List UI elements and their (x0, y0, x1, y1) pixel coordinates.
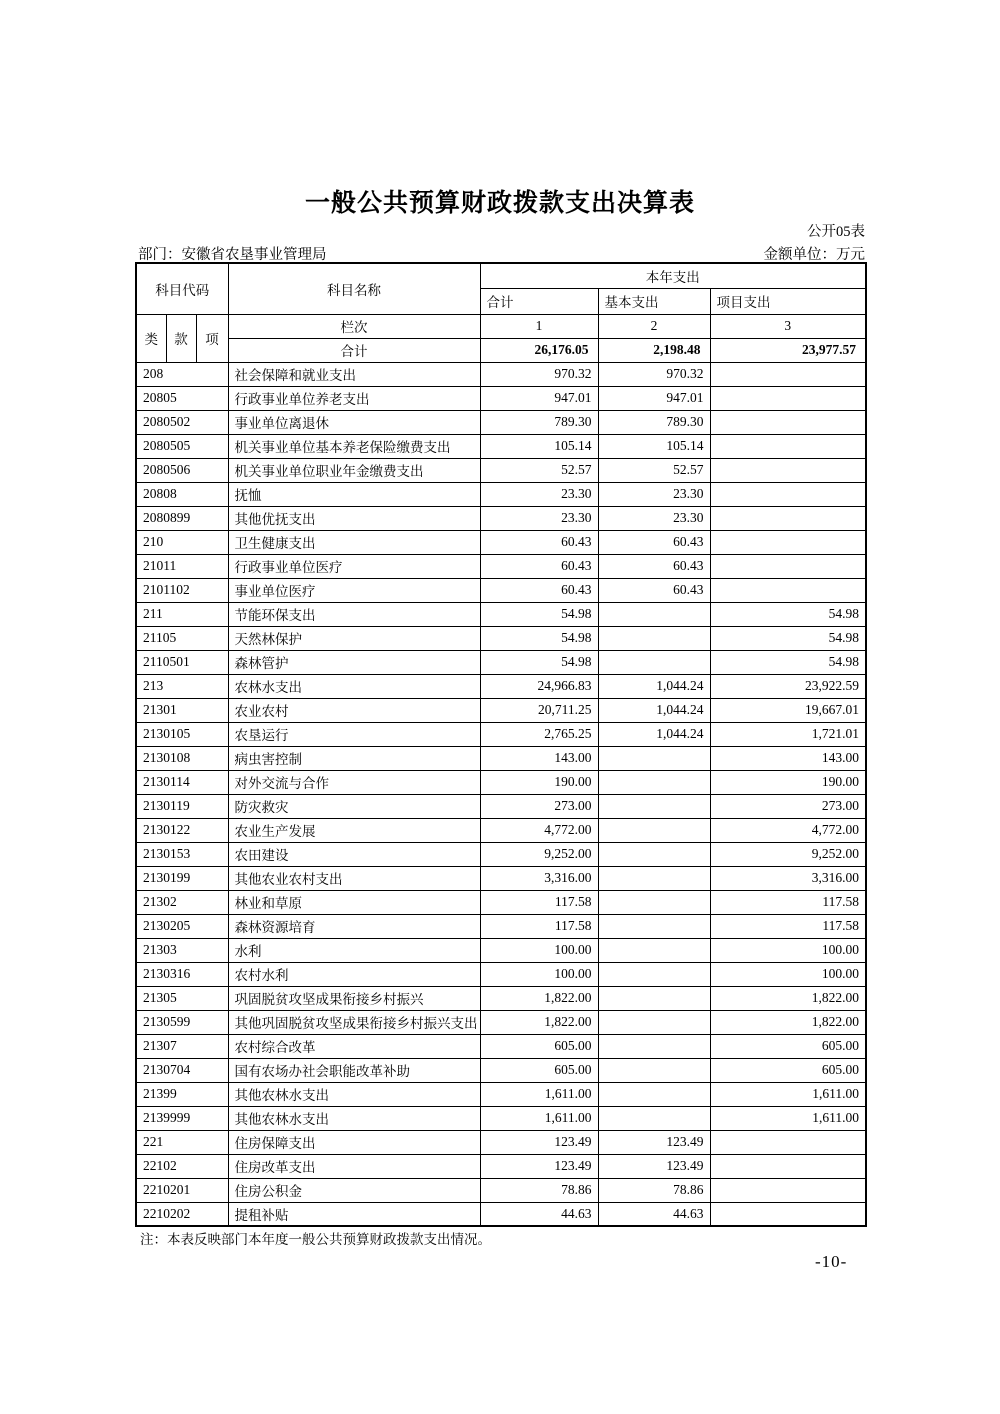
row-project: 1,822.00 (710, 986, 866, 1010)
table-row (136, 1130, 866, 1154)
col-total-header: 合计 (480, 288, 598, 314)
row-total: 9,252.00 (480, 842, 598, 866)
row-total: 54.98 (480, 626, 598, 650)
row-project (710, 1202, 866, 1226)
row-project: 1,721.01 (710, 722, 866, 746)
row-code: 2130105 (136, 722, 228, 746)
row-project (710, 578, 866, 602)
row-code: 21305 (136, 986, 228, 1010)
row-name: 住房公积金 (228, 1178, 480, 1202)
row-basic: 1,044.24 (598, 698, 710, 722)
row-basic: 1,044.24 (598, 722, 710, 746)
row-code: 2130122 (136, 818, 228, 842)
table-row (136, 386, 866, 410)
row-code: 21105 (136, 626, 228, 650)
table-row (136, 1178, 866, 1202)
row-basic: 947.01 (598, 386, 710, 410)
table-row (136, 938, 866, 962)
table-row (136, 434, 866, 458)
row-code: 2130114 (136, 770, 228, 794)
row-code: 2080899 (136, 506, 228, 530)
row-name: 抚恤 (228, 482, 480, 506)
row-name: 林业和草原 (228, 890, 480, 914)
row-project: 605.00 (710, 1034, 866, 1058)
footnote: 注：本表反映部门本年度一般公共预算财政拨款支出情况。 (140, 1232, 491, 1247)
row-code: 208 (136, 362, 228, 386)
row-name: 住房保障支出 (228, 1130, 480, 1154)
table-row (136, 866, 866, 890)
subject-code-header: 科目代码 (136, 263, 228, 314)
row-total: 1,822.00 (480, 1010, 598, 1034)
row-project: 1,611.00 (710, 1106, 866, 1130)
row-basic: 970.32 (598, 362, 710, 386)
row-basic: 23.30 (598, 482, 710, 506)
row-total: 117.58 (480, 890, 598, 914)
row-total: 44.63 (480, 1202, 598, 1226)
row-total: 4,772.00 (480, 818, 598, 842)
row-basic (598, 962, 710, 986)
row-total: 3,316.00 (480, 866, 598, 890)
row-project (710, 554, 866, 578)
row-code: 2139999 (136, 1106, 228, 1130)
row-total: 947.01 (480, 386, 598, 410)
row-project: 190.00 (710, 770, 866, 794)
row-project (710, 362, 866, 386)
row-name: 机关事业单位基本养老保险缴费支出 (228, 434, 480, 458)
row-code: 20805 (136, 386, 228, 410)
row-basic (598, 794, 710, 818)
row-total: 60.43 (480, 554, 598, 578)
row-code: 2080505 (136, 434, 228, 458)
row-name: 巩固脱贫攻坚成果衔接乡村振兴 (228, 986, 480, 1010)
row-project (710, 1178, 866, 1202)
row-total: 60.43 (480, 578, 598, 602)
budget-table (135, 262, 867, 1227)
row-project: 4,772.00 (710, 818, 866, 842)
row-name: 提租补贴 (228, 1202, 480, 1226)
page-title: 一般公共预算财政拨款支出决算表 (304, 189, 695, 217)
row-project: 54.98 (710, 650, 866, 674)
row-code: 2130316 (136, 962, 228, 986)
row-basic (598, 1082, 710, 1106)
row-basic: 123.49 (598, 1154, 710, 1178)
table-row (136, 1154, 866, 1178)
row-code: 210 (136, 530, 228, 554)
row-total: 143.00 (480, 746, 598, 770)
row-basic (598, 938, 710, 962)
code-item-header: 项 (196, 314, 228, 362)
row-total: 123.49 (480, 1154, 598, 1178)
row-name: 其他农业农村支出 (228, 866, 480, 890)
code-class-header: 类 (136, 314, 166, 362)
table-row (136, 626, 866, 650)
row-code: 21302 (136, 890, 228, 914)
row-name: 水利 (228, 938, 480, 962)
row-project: 3,316.00 (710, 866, 866, 890)
row-name: 行政事业单位医疗 (228, 554, 480, 578)
row-code: 21301 (136, 698, 228, 722)
row-basic (598, 818, 710, 842)
row-code: 2130599 (136, 1010, 228, 1034)
table-row (136, 650, 866, 674)
row-total: 970.32 (480, 362, 598, 386)
row-project (710, 458, 866, 482)
row-project: 1,822.00 (710, 1010, 866, 1034)
row-project (710, 1154, 866, 1178)
table-row (136, 410, 866, 434)
row-code: 21011 (136, 554, 228, 578)
row-code: 2101102 (136, 578, 228, 602)
row-name: 森林资源培育 (228, 914, 480, 938)
row-basic: 60.43 (598, 530, 710, 554)
header-row-1 (136, 263, 866, 288)
table-row (136, 602, 866, 626)
table-row (136, 818, 866, 842)
row-total: 273.00 (480, 794, 598, 818)
row-basic: 44.63 (598, 1202, 710, 1226)
grand-total-label: 合计 (228, 338, 480, 362)
row-project: 23,922.59 (710, 674, 866, 698)
row-name: 其他农林水支出 (228, 1082, 480, 1106)
row-name: 其他农林水支出 (228, 1106, 480, 1130)
row-basic (598, 1034, 710, 1058)
row-total: 54.98 (480, 602, 598, 626)
row-basic (598, 986, 710, 1010)
grand-total-row (136, 338, 866, 362)
row-name: 防灾救灾 (228, 794, 480, 818)
row-basic (598, 626, 710, 650)
header-row-3 (136, 314, 866, 338)
table-row (136, 362, 866, 386)
row-code: 211 (136, 602, 228, 626)
row-name: 行政事业单位养老支出 (228, 386, 480, 410)
row-project (710, 482, 866, 506)
grand-total-project: 23,977.57 (710, 338, 866, 362)
row-name: 农村综合改革 (228, 1034, 480, 1058)
row-name: 国有农场办社会职能改革补助 (228, 1058, 480, 1082)
row-code: 2130205 (136, 914, 228, 938)
row-basic: 23.30 (598, 506, 710, 530)
row-project (710, 530, 866, 554)
row-project (710, 386, 866, 410)
table-row (136, 554, 866, 578)
row-code: 2130108 (136, 746, 228, 770)
column-index-1: 1 (480, 314, 598, 338)
row-name: 病虫害控制 (228, 746, 480, 770)
row-project: 100.00 (710, 938, 866, 962)
row-name: 卫生健康支出 (228, 530, 480, 554)
row-project: 54.98 (710, 602, 866, 626)
table-row (136, 770, 866, 794)
subject-name-header: 科目名称 (228, 263, 480, 314)
row-basic (598, 842, 710, 866)
row-code: 2210202 (136, 1202, 228, 1226)
row-total: 105.14 (480, 434, 598, 458)
row-total: 52.57 (480, 458, 598, 482)
row-basic (598, 866, 710, 890)
row-project: 100.00 (710, 962, 866, 986)
row-basic (598, 650, 710, 674)
row-total: 23.30 (480, 482, 598, 506)
table-row (136, 530, 866, 554)
row-project: 117.58 (710, 890, 866, 914)
row-name: 机关事业单位职业年金缴费支出 (228, 458, 480, 482)
table-row (136, 746, 866, 770)
row-project (710, 1130, 866, 1154)
row-basic (598, 770, 710, 794)
row-project: 143.00 (710, 746, 866, 770)
code-section-header: 款 (166, 314, 196, 362)
row-code: 21399 (136, 1082, 228, 1106)
row-name: 农田建设 (228, 842, 480, 866)
row-code: 22102 (136, 1154, 228, 1178)
row-basic: 60.43 (598, 578, 710, 602)
table-row (136, 794, 866, 818)
grand-total-total: 26,176.05 (480, 338, 598, 362)
row-total: 117.58 (480, 914, 598, 938)
table-header (136, 263, 866, 362)
row-name: 天然林保护 (228, 626, 480, 650)
row-name: 其他优抚支出 (228, 506, 480, 530)
row-name: 其他巩固脱贫攻坚成果衔接乡村振兴支出 (228, 1010, 480, 1034)
table-code-label: 公开05表 (807, 224, 865, 240)
table-row (136, 1034, 866, 1058)
row-code: 2210201 (136, 1178, 228, 1202)
row-basic (598, 1058, 710, 1082)
row-name: 事业单位医疗 (228, 578, 480, 602)
page-number: -10- (815, 1252, 848, 1271)
table-row (136, 842, 866, 866)
table-row (136, 1082, 866, 1106)
row-basic: 1,044.24 (598, 674, 710, 698)
meta-line (138, 243, 865, 264)
row-project (710, 410, 866, 434)
row-total: 100.00 (480, 938, 598, 962)
row-name: 森林管护 (228, 650, 480, 674)
row-project (710, 434, 866, 458)
row-total: 78.86 (480, 1178, 598, 1202)
table-row (136, 914, 866, 938)
row-code: 221 (136, 1130, 228, 1154)
grand-total-basic: 2,198.48 (598, 338, 710, 362)
row-project: 273.00 (710, 794, 866, 818)
row-code: 213 (136, 674, 228, 698)
table-body (136, 362, 866, 1226)
col-basic-header: 基本支出 (598, 288, 710, 314)
column-index-3: 3 (710, 314, 866, 338)
row-basic (598, 1106, 710, 1130)
column-index-2: 2 (598, 314, 710, 338)
row-project: 1,611.00 (710, 1082, 866, 1106)
table-row (136, 1202, 866, 1226)
column-index-label: 栏次 (228, 314, 480, 338)
unit-label: 金额单位：万元 (763, 247, 865, 263)
row-total: 1,822.00 (480, 986, 598, 1010)
row-name: 事业单位离退休 (228, 410, 480, 434)
row-total: 23.30 (480, 506, 598, 530)
row-total: 60.43 (480, 530, 598, 554)
row-code: 2130153 (136, 842, 228, 866)
row-project: 54.98 (710, 626, 866, 650)
row-name: 对外交流与合作 (228, 770, 480, 794)
row-project: 117.58 (710, 914, 866, 938)
row-basic: 123.49 (598, 1130, 710, 1154)
row-basic (598, 602, 710, 626)
row-code: 21307 (136, 1034, 228, 1058)
table-row (136, 1010, 866, 1034)
row-basic: 105.14 (598, 434, 710, 458)
row-total: 54.98 (480, 650, 598, 674)
row-name: 农业农村 (228, 698, 480, 722)
table-row (136, 674, 866, 698)
row-total: 1,611.00 (480, 1106, 598, 1130)
table-row (136, 506, 866, 530)
row-name: 农垦运行 (228, 722, 480, 746)
row-total: 1,611.00 (480, 1082, 598, 1106)
table-row (136, 890, 866, 914)
row-basic: 78.86 (598, 1178, 710, 1202)
row-basic: 789.30 (598, 410, 710, 434)
row-total: 100.00 (480, 962, 598, 986)
row-project: 9,252.00 (710, 842, 866, 866)
row-basic: 60.43 (598, 554, 710, 578)
row-total: 605.00 (480, 1058, 598, 1082)
row-name: 农村水利 (228, 962, 480, 986)
row-name: 农林水支出 (228, 674, 480, 698)
table-row (136, 1106, 866, 1130)
row-basic (598, 746, 710, 770)
table-row (136, 482, 866, 506)
table-row (136, 1058, 866, 1082)
row-code: 2130119 (136, 794, 228, 818)
row-basic (598, 1010, 710, 1034)
row-name: 社会保障和就业支出 (228, 362, 480, 386)
row-project (710, 506, 866, 530)
row-total: 2,765.25 (480, 722, 598, 746)
row-name: 农业生产发展 (228, 818, 480, 842)
row-name: 节能环保支出 (228, 602, 480, 626)
table-row (136, 458, 866, 482)
row-code: 20808 (136, 482, 228, 506)
table-row (136, 698, 866, 722)
department-label: 部门：安徽省农垦事业管理局 (138, 247, 327, 263)
table-row (136, 578, 866, 602)
table-row (136, 986, 866, 1010)
row-code: 2110501 (136, 650, 228, 674)
row-basic (598, 914, 710, 938)
row-code: 2080506 (136, 458, 228, 482)
row-basic: 52.57 (598, 458, 710, 482)
row-total: 190.00 (480, 770, 598, 794)
row-name: 住房改革支出 (228, 1154, 480, 1178)
table-row (136, 722, 866, 746)
row-total: 789.30 (480, 410, 598, 434)
row-project: 605.00 (710, 1058, 866, 1082)
row-total: 123.49 (480, 1130, 598, 1154)
current-year-header: 本年支出 (480, 263, 866, 288)
row-total: 605.00 (480, 1034, 598, 1058)
table-row (136, 962, 866, 986)
row-code: 21303 (136, 938, 228, 962)
row-total: 24,966.83 (480, 674, 598, 698)
row-code: 2130704 (136, 1058, 228, 1082)
row-basic (598, 890, 710, 914)
row-code: 2080502 (136, 410, 228, 434)
row-code: 2130199 (136, 866, 228, 890)
col-project-header: 项目支出 (710, 288, 866, 314)
row-project: 19,667.01 (710, 698, 866, 722)
row-total: 20,711.25 (480, 698, 598, 722)
